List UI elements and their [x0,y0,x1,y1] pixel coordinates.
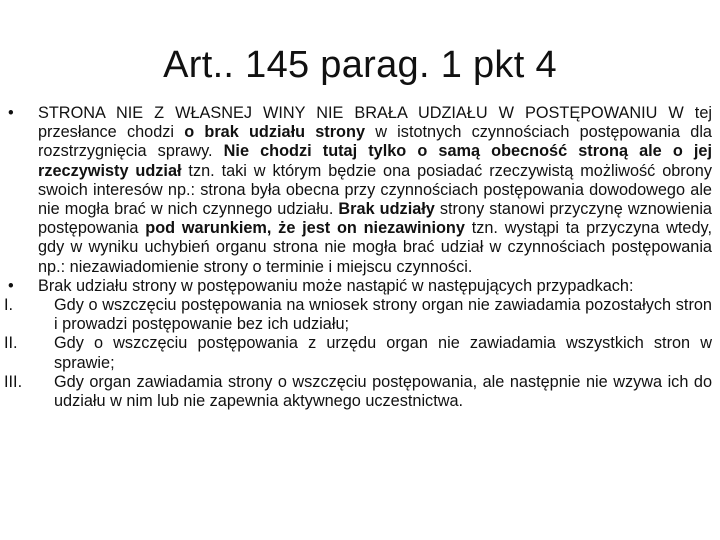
numbered-item-text: Gdy o wszczęciu postępowania na wniosek strony organ nie zawiadamia pozostałych stron i prowadzi postępowanie bez ich udziału; [54,296,712,334]
bullet-1-bold-1: o brak udziału strony [184,123,366,142]
numbered-item-1 [4,296,712,334]
bullet-item-1 [4,104,712,277]
numbered-item-2 [4,334,712,372]
slide-title: Art.. 145 parag. 1 pkt 4 [163,44,557,86]
bullet-1-text-2: w istotnych czynnościach postępowania dla rozstrzygnięcia sprawy. [38,123,712,161]
bullet-1-text-1: STRONA NIE Z WŁASNEJ WINY NIE BRAŁA UDZIAŁU W POSTĘPOWANIU W tej przesłance chodzi [38,104,712,142]
bullet-1-bold-4: pod warunkiem, że jest on niezawiniony [145,219,465,238]
numbered-item-text: Gdy organ zawiadamia strony o wszczęciu postępowania, ale następnie nie wzywa ich do udziału w nim lub nie zapewnia aktywnego uczestnictwa. [54,372,712,411]
bullet-1-text-4: strony stanowi przyczynę wznowienia postępowania [38,200,712,238]
slide-body [4,104,712,411]
bullet-1-text-5: tzn. wystąpi ta przyczyna wtedy, gdy w wyniku uchybień organu strona nie mogła brać udział w czynnościach postępowania np.: niezawiadomienie strony o terminie i miejscu czynności. [38,219,712,276]
bullet-marker: • [8,104,14,122]
bullet-1-bold-3: Brak udziały [338,200,435,219]
numbered-marker: II. [4,334,18,353]
numbered-item-3 [4,373,712,411]
numbered-marker: I. [4,296,14,315]
numbered-marker: III. [4,372,23,391]
bullet-1-text-3: tzn. taki w którym będzie ona posiadać rzeczywistą możliwość obrony swoich interesów np.: strona była obecna przy czynnościach postępowania dowodowego ale nie mogła brać w nich czynnego udziału. [38,161,712,219]
bullet-1-bold-2: Nie chodzi tutaj tylko o samą obecność stroną ale o jej rzeczywisty udział [38,142,712,180]
bullet-item-2 [4,277,712,296]
bullet-marker: • [8,276,14,295]
numbered-item-text: Gdy o wszczęciu postępowania z urzędu organ nie zawiadamia wszystkich stron w sprawie; [54,334,712,372]
bullet-2-text: Brak udziału strony w postępowaniu może nastąpić w następujących przypadkach: [38,276,634,295]
